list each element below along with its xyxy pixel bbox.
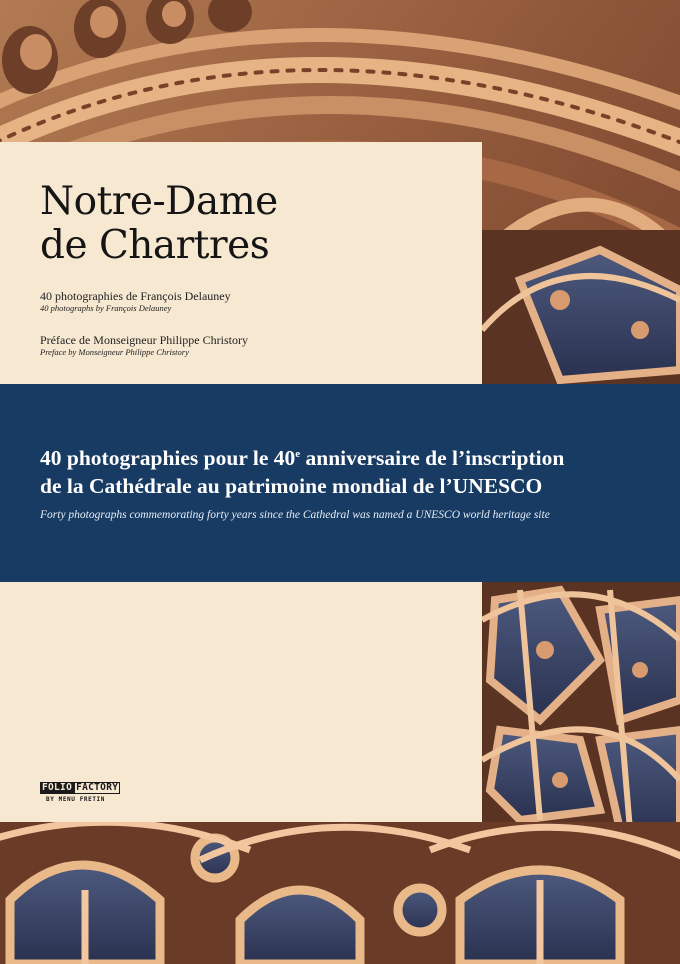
logo-factory: FACTORY (76, 782, 119, 793)
anniversary-subtitle: Forty photographs commemorating forty years since the Cathedral was named a UNESCO world heritage site (40, 509, 550, 521)
publisher-logo (40, 782, 120, 803)
anniversary-headline (40, 444, 660, 500)
photographer-credit-fr: 40 photographies de François Delauney (40, 289, 231, 303)
preface-credit (40, 333, 470, 358)
logo-folio: FOLIO (42, 782, 73, 793)
headline-part-1: 40 photographies pour le 40 (40, 446, 296, 470)
headline-line-2: de la Cathédrale au patrimoine mondial de l’UNESCO (40, 474, 543, 498)
headline-part-2: anniversaire de l’inscription (300, 446, 565, 470)
publisher-logo-wordmark (40, 782, 120, 794)
preface-credit-en: Preface by Monseigneur Philippe Christory (40, 347, 189, 357)
book-title (40, 180, 460, 268)
photographer-credit (40, 289, 470, 314)
title-line-1: Notre-Dame (40, 179, 278, 224)
headline-superscript: e (295, 447, 301, 460)
logo-byline: BY MENU FRETIN (46, 796, 105, 803)
photographer-credit-en: 40 photographs by François Delauney (40, 303, 172, 313)
title-line-2: de Chartres (40, 223, 270, 268)
preface-credit-fr: Préface de Monseigneur Philippe Christory (40, 333, 248, 347)
